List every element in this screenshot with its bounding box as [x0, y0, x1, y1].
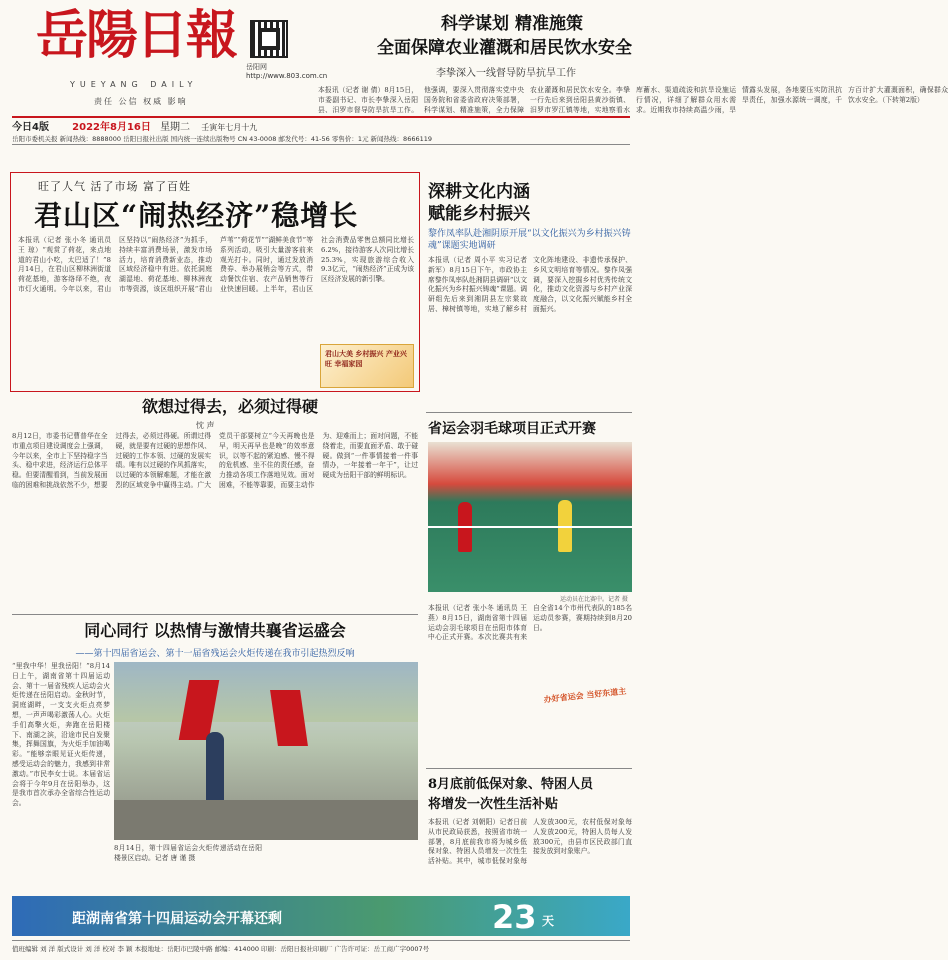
culture-title1: 深耕文化内涵 [428, 182, 530, 202]
torch-relay-photo [114, 662, 418, 840]
top-story-subtitle: 李挚深入一线督导防旱抗旱工作 [436, 68, 576, 79]
subsidy-title2: 将增发一次性生活补贴 [428, 797, 559, 812]
culture-title2: 赋能乡村振兴 [428, 204, 530, 224]
countdown-unit: 天 [542, 914, 555, 928]
commentary-body: 8月12日，市委书记曹普华在全市重点项目建设调度会上强调，今年以来，全市上下坚持稳字当头、稳中求进，经济运行总体平稳。但要清醒看到，当前发展面临的困难和挑战依然不少，想要过得去，必须过得硬。所谓过得硬，就是要有过硬的思想作风、过硬的工作本领、过硬的发展实绩。唯有以过硬的作风抓落实，以过硬的本领解难题，才能在激烈的区域竞争中赢得主动。广大党员干部要树立“今天再晚也是早，明天再早也是晚”的效率意识，以等不起的紧迫感、慢不得的危机感、坐不住的责任感，奋力推动各项工作落地见效。面对困难，不能等靠要，而要主动作为、迎难而上；面对问题，不能绕着走，而要直面矛盾、敢于碰硬。做到“一件事情接着一件事情办，一年接着一年干”，让过硬成为岳阳干部的鲜明标识。 [12, 432, 418, 489]
lead-story-body: 本报讯（记者 张小冬 通讯员 王 琼）“观赏了荷花，来点地道的君山小吃，太巴适了！”8月14日，在君山区柳林洲街道荷花基地，游客络绎不绝，夜市灯火通明。今年以来，君山区坚持以“闹热经济”为抓手，持续丰富消费场景，激发市场活力，培育消费新业态，推动区域经济稳中有进。依托洞庭湖湿地、荷花基地、柳林洲夜市等资源，该区组织开展“君山芦苇”“荷花节”“湖鲜美食节”等系列活动，吸引大量游客前来观光打卡。同时，通过发放消费券、举办展销会等方式，带动餐饮住宿、农产品销售等行业快速回暖。上半年，君山区社会消费品零售总额同比增长6.2%，接待游客人次同比增长25.3%，实现旅游综合收入9.3亿元，“闹热经济”正成为该区经济发展的新引擎。 [18, 236, 414, 293]
masthead-title: 岳陽日報 [36, 5, 237, 66]
badminton-body: 本报讯（记者 张小冬 通讯员 王 燕）8月15日，湖南省第十四届运动会羽毛球项目在岳阳市体育中心正式开赛。本次比赛共有来自全省14个市州代表队的185名运动员参赛，赛期持续到8月20日。 [428, 604, 632, 642]
edition-count: 今日4版 [12, 122, 49, 133]
commentary-author: 忱 声 [196, 421, 215, 430]
divider [12, 940, 630, 941]
issue-date: 2022年8月16日 [72, 122, 151, 133]
subsidy-body: 本报讯（记者 刘朝阳）记者日前从市民政局获悉，按照省市统一部署，8月底前我市将为城乡低保对象、特困人员增发一次性生活补贴。其中，城市低保对象每人发放300元，农村低保对象每人发放200元，特困人员每人发放300元，由县市区民政部门直接发放到对象账户。 [428, 818, 632, 866]
meta-line: 岳阳市委机关报 新闻热线：8888000 岳阳日报社出版 国内统一连续出版物号 CN 43-0008 邮发代号：41-56 零售价：1元 新闻热线：8666119 [12, 135, 433, 143]
countdown-text: 距湖南省第十四届运动会开幕还剩 [72, 911, 282, 927]
countdown-banner [12, 896, 630, 936]
net-line [428, 526, 632, 528]
lead-story-title: 君山区“闹热经济”稳增长 [34, 199, 359, 232]
qr-code-icon [250, 20, 288, 58]
subsidy-title1: 8月底前低保对象、特困人员 [428, 777, 594, 792]
badminton-title: 省运会羽毛球项目正式开赛 [428, 421, 596, 437]
top-story-body: 本报讯（记者 谢 倩）8月15日，市委副书记、市长李挚深入岳阳县、汨罗市督导防旱抗旱工作。他强调，要深入贯彻落实党中央国务院和省委省政府决策部署，科学谋划、精准施策，全力保障农业灌溉和居民饮水安全。李挚一行先后来到岳阳县黄沙街镇、汨罗市罗江镇等地，实地察看水库蓄水、渠道疏浚和抗旱设施运行情况，详细了解群众用水需求。近期我市持续高温少雨，旱情露头发展，各地要压实防汛抗旱责任，加强水源统一调度，千方百计扩大灌溉面积，确保群众饮水安全。（下转第2版） [318, 86, 948, 114]
top-story-title2: 全面保障农业灌溉和居民饮水安全 [377, 38, 632, 58]
lead-story-ad: 君山大美 乡村振兴 产业兴旺 幸福家园 [320, 344, 414, 388]
badminton-photo-caption: 运动员在比赛中。记者 摄 [560, 596, 628, 603]
games-story-subtitle: ——第十四届省运会、第十一届省残运会火炬传递在我市引起热烈反响 [75, 649, 355, 659]
games-slogan: 办好省运会 当好东道主 [543, 686, 627, 705]
commentary-title: 欲想过得去，必须过得硬 [141, 397, 318, 416]
culture-body: 本报讯（记者 周小平 实习记者 新军）8月15日下午，市政协主席黎作凤率队赴湘阴县调研“以文化振兴为乡村振兴铸魂”课题。调研组先后来到湘阴县左宗棠故居、樟树镇等地，实地了解乡村文化阵地建设、非遗传承保护、乡风文明培育等情况。黎作凤强调，要深入挖掘乡村优秀传统文化，推动文化资源与乡村产业深度融合，以文化振兴赋能乡村全面振兴。 [428, 256, 632, 313]
divider [426, 412, 632, 413]
footer-line: 值班编辑 刘 洋 版式设计 刘 洋 校对 李 颖 本报地址：岳阳市巴陵中路 邮编：414000 印刷：岳阳日报社印刷厂 广告许可证：岳工商广字0007号 [12, 945, 430, 953]
games-story-caption: 8月14日，第十四届省运会火炬传递活动在岳阳楼景区启动。记者 唐 谨 摄 [114, 844, 262, 862]
games-story-title: 同心同行 以热情与激情共襄省运盛会 [84, 621, 346, 640]
games-story-body: “里我中华！里我岳阳！”8月14日上午，湖南省第十四届运动会、第十一届省残疾人运动会火炬传递在岳阳启动。金秋时节，洞庭湖畔，一支支火炬点亮梦想，一声声喝彩激荡人心。火炬手们高擎火炬，奔跑在岳阳楼下、南湖之滨，沿途市民自发聚集，挥舞国旗，为火炬手加油喝彩。“能够亲眼见证火炬传递，感受运动会的魅力，我感到非常激动。”市民李女士说。本届省运会将于今年9月在岳阳举办，这是我市首次承办全省综合性运动会。 [12, 662, 110, 808]
website-url[interactable]: http://www.803.com.cn [246, 72, 328, 80]
website-label: 岳阳网 [246, 63, 267, 71]
lead-story-kicker: 旺了人气 活了市场 富了百姓 [38, 180, 191, 193]
lunar-date: 壬寅年七月十九 [201, 123, 258, 132]
badminton-photo [428, 442, 632, 592]
culture-subtitle: 黎作凤率队赴湘阴原开展“以文化振兴为乡村振兴铸魂”课题实地调研 [428, 229, 631, 251]
date-bar [12, 118, 630, 132]
countdown-days: 23 [492, 898, 537, 936]
weekday: 星期二 [160, 122, 191, 133]
top-story-title1: 科学谋划 精准施策 [441, 14, 583, 34]
masthead-pinyin: YUEYANG DAILY [70, 80, 198, 89]
masthead-slogan: 责任 公信 权威 影响 [94, 97, 188, 106]
divider [12, 144, 630, 145]
divider [426, 768, 632, 769]
divider [12, 614, 418, 615]
